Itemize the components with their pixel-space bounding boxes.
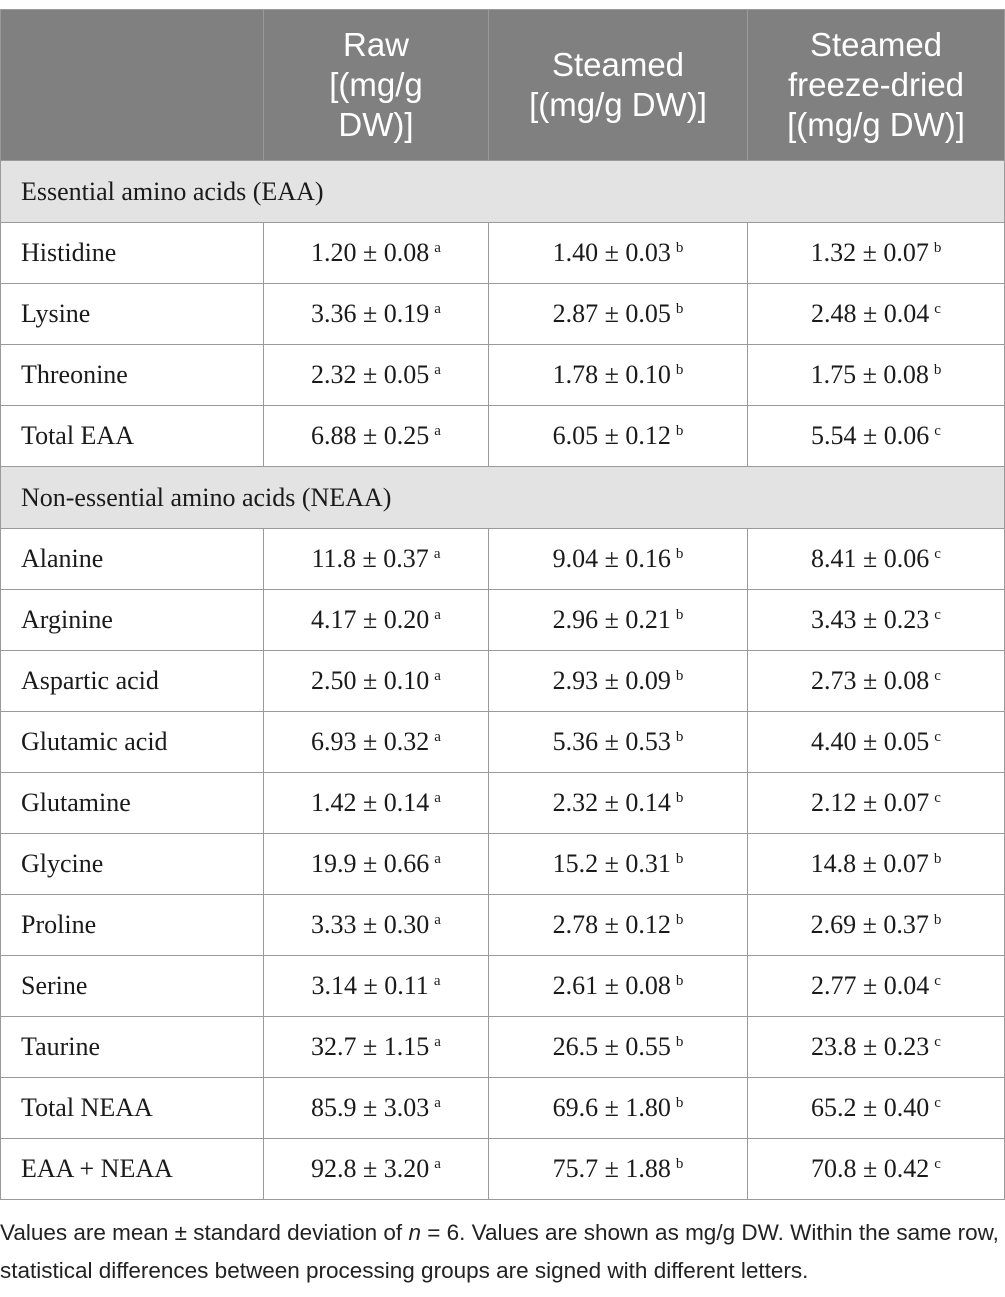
significance-letter: a <box>433 973 441 989</box>
significance-letter: b <box>675 423 684 439</box>
amino-acid-name: Threonine <box>1 345 264 406</box>
amino-acid-name: Total NEAA <box>1 1078 264 1139</box>
mean-sd-value: 19.9 ± 0.66 <box>311 849 430 878</box>
amino-acid-name: EAA + NEAA <box>1 1139 264 1200</box>
significance-letter: a <box>434 790 441 806</box>
mean-sd-value: 8.41 ± 0.06 <box>811 544 930 573</box>
mean-sd-value: 14.8 ± 0.07 <box>810 849 929 878</box>
mean-sd-value: 69.6 ± 1.80 <box>552 1093 671 1122</box>
significance-letter: b <box>675 607 684 623</box>
significance-letter: a <box>434 851 441 867</box>
raw-value-cell <box>264 834 489 895</box>
amino-acid-table <box>0 9 1005 1200</box>
raw-value-cell <box>264 895 489 956</box>
amino-acid-name: Glutamine <box>1 773 264 834</box>
steamed-value-cell <box>489 529 748 590</box>
mean-sd-value: 2.48 ± 0.04 <box>811 299 930 328</box>
significance-letter: c <box>934 973 941 989</box>
raw-value-cell <box>264 345 489 406</box>
significance-letter: a <box>434 240 441 256</box>
mean-sd-value: 6.05 ± 0.12 <box>552 421 671 450</box>
mean-sd-value: 1.32 ± 0.07 <box>810 238 929 267</box>
freeze-dried-value-cell <box>748 1139 1005 1200</box>
significance-letter: a <box>434 668 441 684</box>
table-row <box>1 223 1005 284</box>
steamed-value-cell <box>489 651 748 712</box>
raw-value-cell <box>264 1139 489 1200</box>
steamed-value-cell <box>489 590 748 651</box>
header-freeze-line: freeze-dried <box>787 66 965 103</box>
header-raw-line: [(mg/g <box>329 66 423 103</box>
header-blank-cell <box>1 10 264 161</box>
steamed-value-cell <box>489 773 748 834</box>
mean-sd-value: 11.8 ± 0.37 <box>311 544 429 573</box>
steamed-value-cell <box>489 712 748 773</box>
amino-acid-name: Proline <box>1 895 264 956</box>
significance-letter: a <box>434 362 441 378</box>
mean-sd-value: 4.17 ± 0.20 <box>311 605 430 634</box>
significance-letter: b <box>675 973 684 989</box>
mean-sd-value: 3.36 ± 0.19 <box>311 299 430 328</box>
mean-sd-value: 1.20 ± 0.08 <box>311 238 430 267</box>
mean-sd-value: 65.2 ± 0.40 <box>811 1093 930 1122</box>
header-steamed-line: [(mg/g DW)] <box>529 86 707 123</box>
table-row <box>1 1078 1005 1139</box>
raw-value-cell <box>264 1078 489 1139</box>
mean-sd-value: 2.73 ± 0.08 <box>811 666 930 695</box>
significance-letter: b <box>675 1034 684 1050</box>
raw-value-cell <box>264 956 489 1017</box>
mean-sd-value: 3.43 ± 0.23 <box>811 605 930 634</box>
mean-sd-value: 2.96 ± 0.21 <box>552 605 671 634</box>
mean-sd-value: 2.87 ± 0.05 <box>552 299 671 328</box>
header-raw-line: DW)] <box>338 106 414 143</box>
table-row <box>1 590 1005 651</box>
significance-letter: a <box>434 301 441 317</box>
mean-sd-value: 5.36 ± 0.53 <box>552 727 671 756</box>
table-footnote <box>0 1214 1004 1290</box>
significance-letter: b <box>675 301 684 317</box>
mean-sd-value: 1.78 ± 0.10 <box>552 360 671 389</box>
mean-sd-value: 15.2 ± 0.31 <box>552 849 671 878</box>
freeze-dried-value-cell <box>748 529 1005 590</box>
mean-sd-value: 2.32 ± 0.05 <box>311 360 430 389</box>
amino-acid-name: Total EAA <box>1 406 264 467</box>
significance-letter: b <box>675 729 684 745</box>
steamed-value-cell <box>489 1139 748 1200</box>
amino-acid-name: Glycine <box>1 834 264 895</box>
raw-value-cell <box>264 773 489 834</box>
freeze-dried-value-cell <box>748 773 1005 834</box>
freeze-dried-value-cell <box>748 345 1005 406</box>
header-raw-line: Raw <box>342 26 410 63</box>
steamed-value-cell <box>489 223 748 284</box>
significance-letter: c <box>934 668 941 684</box>
raw-value-cell <box>264 529 489 590</box>
amino-acid-name: Lysine <box>1 284 264 345</box>
significance-letter: b <box>933 362 942 378</box>
freeze-dried-value-cell <box>748 590 1005 651</box>
freeze-dried-value-cell <box>748 956 1005 1017</box>
table-body <box>1 161 1005 1200</box>
freeze-dried-value-cell <box>748 284 1005 345</box>
mean-sd-value: 2.61 ± 0.08 <box>552 971 671 1000</box>
significance-letter: b <box>675 912 684 928</box>
significance-letter: b <box>675 362 684 378</box>
significance-letter: b <box>675 1095 684 1111</box>
table-header <box>1 10 1005 161</box>
significance-letter: c <box>934 1156 941 1172</box>
steamed-value-cell <box>489 956 748 1017</box>
raw-value-cell <box>264 712 489 773</box>
steamed-value-cell <box>489 406 748 467</box>
section-title: Essential amino acids (EAA) <box>1 161 1005 223</box>
steamed-value-cell <box>489 284 748 345</box>
mean-sd-value: 1.40 ± 0.03 <box>552 238 671 267</box>
significance-letter: a <box>434 729 441 745</box>
amino-acid-name: Aspartic acid <box>1 651 264 712</box>
amino-acid-name: Glutamic acid <box>1 712 264 773</box>
mean-sd-value: 2.77 ± 0.04 <box>811 971 930 1000</box>
table-row <box>1 1139 1005 1200</box>
significance-letter: a <box>433 546 441 562</box>
mean-sd-value: 6.93 ± 0.32 <box>311 727 430 756</box>
significance-letter: a <box>434 607 441 623</box>
raw-value-cell <box>264 284 489 345</box>
mean-sd-value: 70.8 ± 0.42 <box>811 1154 930 1183</box>
amino-acid-name: Taurine <box>1 1017 264 1078</box>
table-row <box>1 712 1005 773</box>
table-row <box>1 284 1005 345</box>
freeze-dried-value-cell <box>748 834 1005 895</box>
significance-letter: b <box>675 790 684 806</box>
section-title: Non-essential amino acids (NEAA) <box>1 467 1005 529</box>
freeze-dried-value-cell <box>748 406 1005 467</box>
significance-letter: c <box>934 546 941 562</box>
table-row <box>1 345 1005 406</box>
header-steamed-freeze-dried <box>748 10 1005 161</box>
header-raw <box>264 10 489 161</box>
freeze-dried-value-cell <box>748 223 1005 284</box>
mean-sd-value: 5.54 ± 0.06 <box>811 421 930 450</box>
significance-letter: b <box>675 240 684 256</box>
raw-value-cell <box>264 590 489 651</box>
steamed-value-cell <box>489 345 748 406</box>
table-row <box>1 956 1005 1017</box>
mean-sd-value: 26.5 ± 0.55 <box>552 1032 671 1061</box>
mean-sd-value: 85.9 ± 3.03 <box>311 1093 430 1122</box>
significance-letter: b <box>675 851 684 867</box>
freeze-dried-value-cell <box>748 1078 1005 1139</box>
header-steamed-line: Steamed <box>551 46 685 83</box>
amino-acid-name: Arginine <box>1 590 264 651</box>
significance-letter: b <box>675 546 684 562</box>
amino-acid-name: Histidine <box>1 223 264 284</box>
header-freeze-line: Steamed <box>809 26 943 63</box>
significance-letter: a <box>434 1095 441 1111</box>
raw-value-cell <box>264 651 489 712</box>
header-freeze-line: [(mg/g DW)] <box>787 106 965 143</box>
footnote-text-end: = 6. Values are shown as mg/g DW. Within the same row, statistical differences between processing groups are signed with different letters. <box>0 1220 999 1283</box>
mean-sd-value: 2.69 ± 0.37 <box>810 910 929 939</box>
significance-letter: c <box>934 729 941 745</box>
amino-acid-name: Serine <box>1 956 264 1017</box>
steamed-value-cell <box>489 1017 748 1078</box>
mean-sd-value: 92.8 ± 3.20 <box>311 1154 430 1183</box>
raw-value-cell <box>264 406 489 467</box>
significance-letter: c <box>934 1095 941 1111</box>
mean-sd-value: 2.93 ± 0.09 <box>552 666 671 695</box>
mean-sd-value: 4.40 ± 0.05 <box>811 727 930 756</box>
mean-sd-value: 2.32 ± 0.14 <box>552 788 671 817</box>
freeze-dried-value-cell <box>748 895 1005 956</box>
significance-letter: a <box>434 423 441 439</box>
section-row <box>1 467 1005 529</box>
table-row <box>1 773 1005 834</box>
table-row <box>1 1017 1005 1078</box>
freeze-dried-value-cell <box>748 1017 1005 1078</box>
table-row <box>1 895 1005 956</box>
steamed-value-cell <box>489 834 748 895</box>
raw-value-cell <box>264 223 489 284</box>
freeze-dried-value-cell <box>748 651 1005 712</box>
significance-letter: a <box>434 1156 441 1172</box>
mean-sd-value: 9.04 ± 0.16 <box>552 544 671 573</box>
table-row <box>1 406 1005 467</box>
mean-sd-value: 6.88 ± 0.25 <box>311 421 430 450</box>
significance-letter: c <box>934 301 941 317</box>
mean-sd-value: 2.78 ± 0.12 <box>552 910 671 939</box>
mean-sd-value: 1.75 ± 0.08 <box>810 360 929 389</box>
mean-sd-value: 3.33 ± 0.30 <box>311 910 430 939</box>
steamed-value-cell <box>489 1078 748 1139</box>
table-row <box>1 834 1005 895</box>
table-row <box>1 651 1005 712</box>
significance-letter: c <box>934 1034 941 1050</box>
mean-sd-value: 2.50 ± 0.10 <box>311 666 430 695</box>
significance-letter: c <box>934 423 941 439</box>
significance-letter: b <box>675 1156 684 1172</box>
significance-letter: a <box>434 912 441 928</box>
footnote-text-start: Values are mean ± standard deviation of <box>0 1220 409 1245</box>
header-steamed <box>489 10 748 161</box>
amino-acid-name: Alanine <box>1 529 264 590</box>
steamed-value-cell <box>489 895 748 956</box>
mean-sd-value: 2.12 ± 0.07 <box>811 788 930 817</box>
footnote-n-symbol: n <box>408 1220 421 1245</box>
section-row <box>1 161 1005 223</box>
mean-sd-value: 1.42 ± 0.14 <box>311 788 430 817</box>
mean-sd-value: 32.7 ± 1.15 <box>311 1032 430 1061</box>
raw-value-cell <box>264 1017 489 1078</box>
mean-sd-value: 75.7 ± 1.88 <box>552 1154 671 1183</box>
header-row <box>1 10 1005 161</box>
significance-letter: a <box>434 1034 441 1050</box>
significance-letter: c <box>934 790 941 806</box>
mean-sd-value: 23.8 ± 0.23 <box>811 1032 930 1061</box>
significance-letter: b <box>933 912 942 928</box>
mean-sd-value: 3.14 ± 0.11 <box>311 971 429 1000</box>
freeze-dried-value-cell <box>748 712 1005 773</box>
significance-letter: b <box>675 668 684 684</box>
table-row <box>1 529 1005 590</box>
significance-letter: b <box>933 240 942 256</box>
significance-letter: c <box>934 607 941 623</box>
significance-letter: b <box>933 851 942 867</box>
